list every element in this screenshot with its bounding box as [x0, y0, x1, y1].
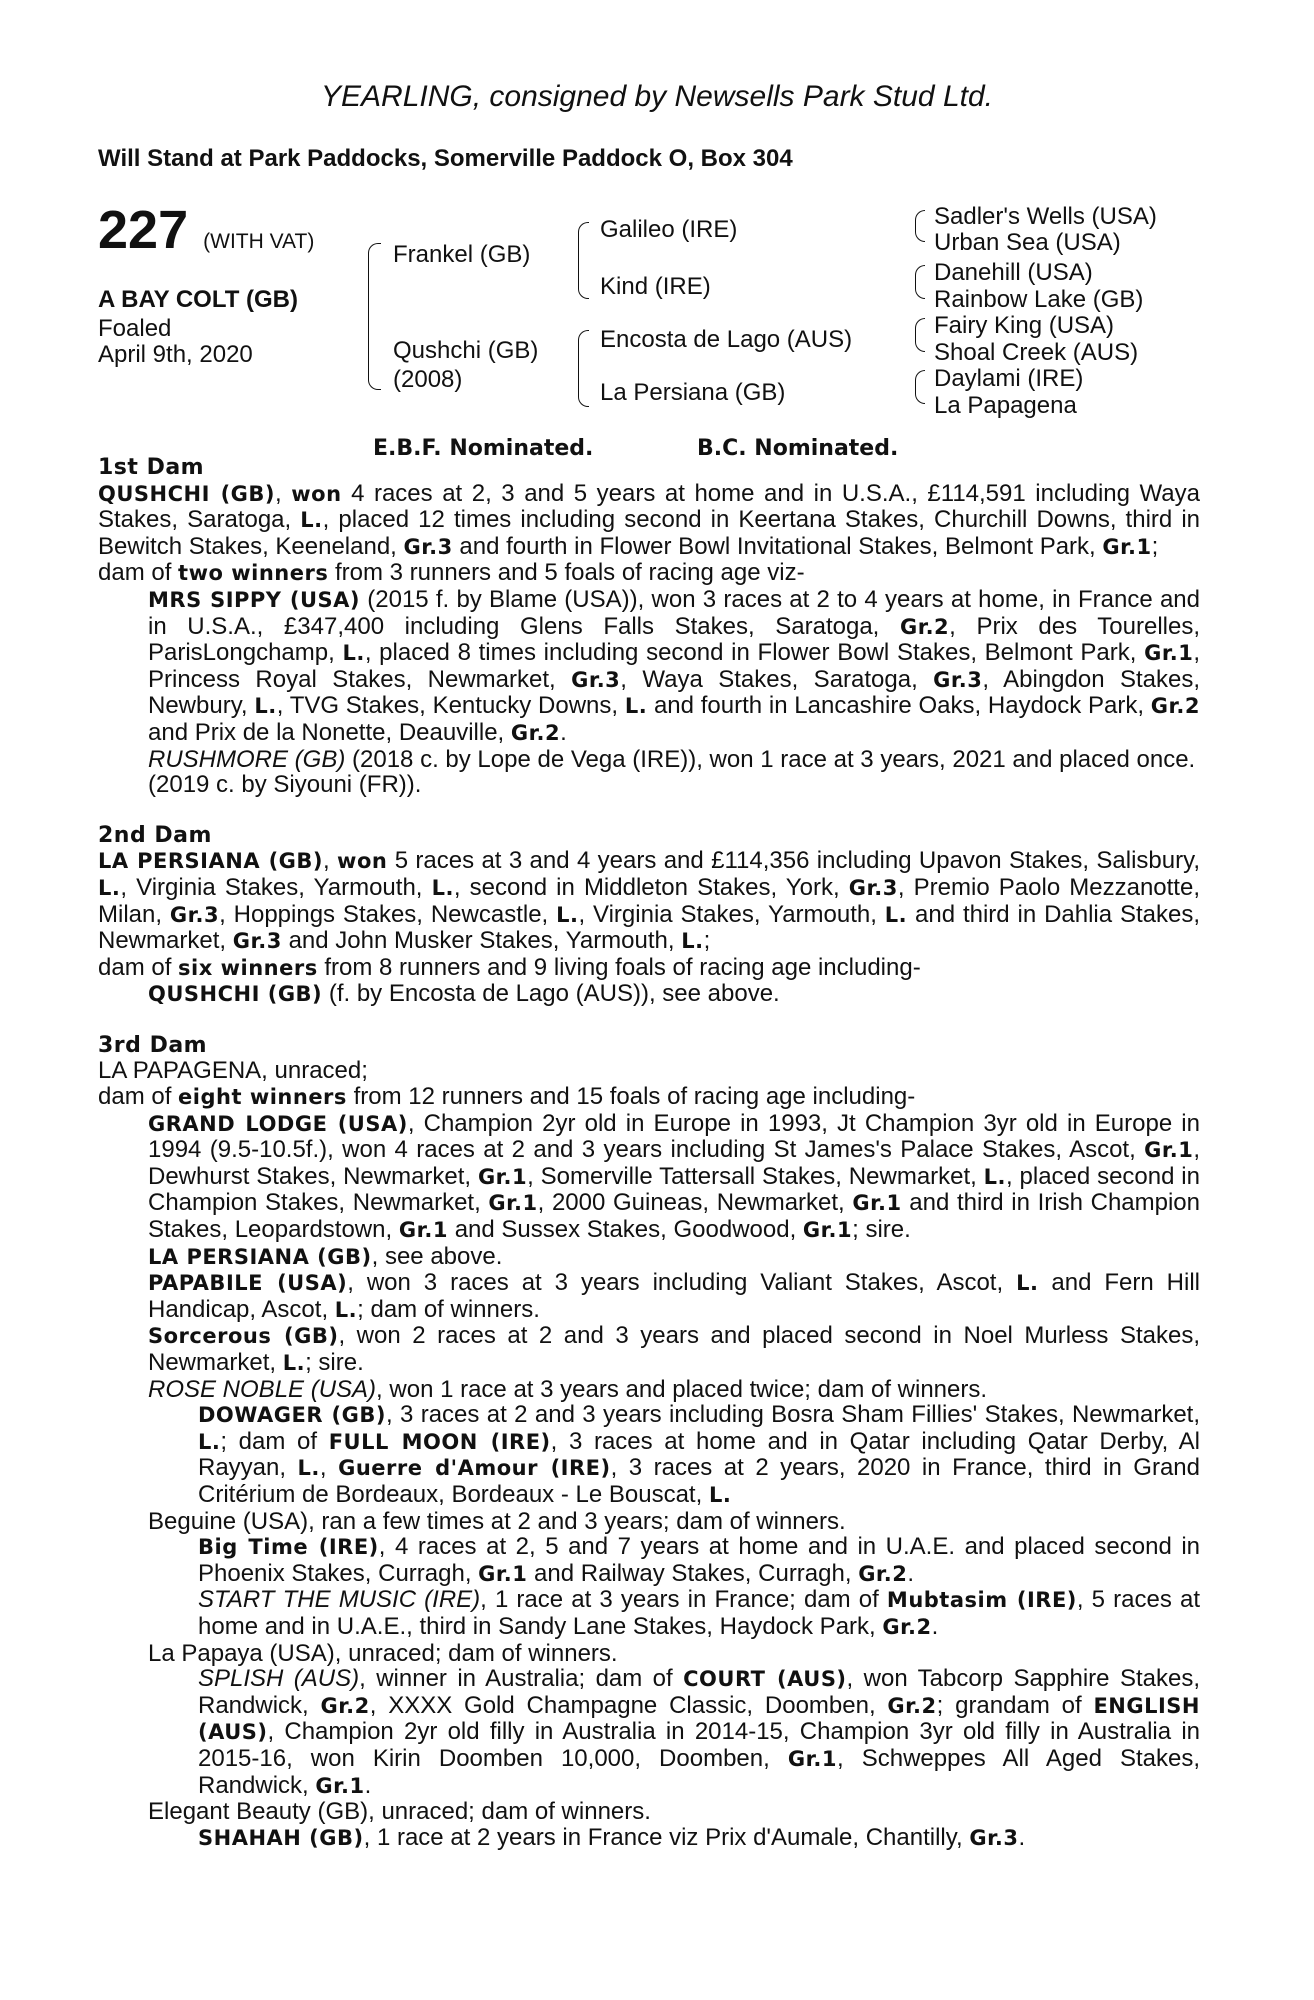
produce-entry: RUSHMORE (GB) (2018 c. by Lope de Vega (IRE)), won 1 race at 3 years, 2021 and placed once. — [148, 745, 1196, 773]
lot-title: A BAY COLT (GB) — [98, 286, 299, 313]
produce-entry: PAPABILE (USA), won 3 races at 3 years including Valiant Stakes, Ascot, L. and Fern Hill Handicap, Ascot, L.; dam of winners. — [148, 1269, 1200, 1323]
produce-entry: (2019 c. by Siyouni (FR)). — [148, 771, 422, 799]
pedigree-dam-dam: La Persiana (GB) — [600, 379, 786, 406]
pedigree-g7: Daylami (IRE) — [934, 365, 1084, 392]
produce-sub-entry: START THE MUSIC (IRE), 1 race at 3 years in France; dam of Mubtasim (IRE), 5 races at home and in U.A.E., third in Sandy Lane Stakes, Haydock Park, Gr.2. — [198, 1586, 1200, 1640]
pedigree-sire-sire: Galileo (IRE) — [600, 216, 738, 243]
produce-sub-entry: Big Time (IRE), 4 races at 2, 5 and 7 years at home and in U.A.E. and placed second in Phoenix Stakes, Curragh, Gr.1 and Railway Stakes, Curragh, Gr.2. — [198, 1533, 1201, 1587]
pedigree-g8: La Papagena — [934, 392, 1077, 419]
ebf-nominated: E.B.F. Nominated. — [373, 436, 594, 461]
produce-entry: ROSE NOBLE (USA), won 1 race at 3 years and placed twice; dam of winners. — [148, 1375, 988, 1403]
produce-entry: Elegant Beauty (GB), unraced; dam of winners. — [148, 1798, 651, 1826]
vat-note: (WITH VAT) — [203, 230, 315, 253]
produce-entry: QUSHCHI (GB) (f. by Encosta de Lago (AUS)), see above. — [148, 980, 780, 1008]
produce-entry: Sorcerous (GB), won 2 races at 2 and 3 years and placed second in Noel Murless Stakes, Newmarket, L.; sire. — [148, 1322, 1201, 1376]
produce-sub-entry: SHAHAH (GB), 1 race at 2 years in France viz Prix d'Aumale, Chantilly, Gr.3. — [198, 1823, 1026, 1851]
pedigree-g6: Shoal Creek (AUS) — [934, 339, 1139, 366]
produce-entry: LA PERSIANA (GB), see above. — [148, 1242, 503, 1270]
produce-entry: MRS SIPPY (USA) (2015 f. by Blame (USA)), won 3 races at 2 to 4 years at home, in France and in U.S.A., £347,400 including Glens Falls Stakes, Saratoga, Gr.2, Prix des Tourelles, ParisLongchamp, L., placed 8 times including second in Flower Bowl Stakes, Belmont Park, Gr.1, Princess Royal Stakes, Newmarket, Gr.3, Waya Stakes, Saratoga, Gr.3, Abingdon Stakes, Newbury, L., TVG Stakes, Kentucky Downs, L. and fourth in Lancashire Oaks, Haydock Park, Gr.2 and Prix de la Nonette, Deauville, Gr.2. — [148, 585, 1201, 746]
pedigree-brace-g1 — [915, 210, 925, 242]
third-dam-produce-summary: dam of eight winners from 12 runners and 15 foals of racing age including- — [98, 1083, 916, 1111]
pedigree-g4: Rainbow Lake (GB) — [934, 286, 1144, 313]
pedigree-brace-g3 — [915, 318, 925, 352]
pedigree-brace-dam — [578, 330, 589, 407]
produce-sub-entry: SPLISH (AUS), winner in Australia; dam of COURT (AUS), won Tabcorp Sapphire Stakes, Randwick, Gr.2, XXXX Gold Champagne Classic, Doomben, Gr.2; grandam of ENGLISH (AUS), Champion 2yr old filly in Australia in 2014-15, Champion 3yr old filly in Australia in 2015-16, won Kirin Doomben 10,000, Doomben, Gr.1, Schweppes All Aged Stakes, Randwick, Gr.1. — [198, 1665, 1200, 1799]
pedigree-g1: Sadler's Wells (USA) — [934, 203, 1157, 230]
produce-entry: GRAND LODGE (USA), Champion 2yr old in Europe in 1993, Jt Champion 3yr old in Europe in 1994 (9.5-10.5f.), won 4 races at 2 and 3 years including St James's Palace Stakes, Ascot, Gr.1, Dewhurst Stakes, Newmarket, Gr.1, Somerville Tattersall Stakes, Newmarket, L., placed second in Champion Stakes, Newmarket, Gr.1, 2000 Guineas, Newmarket, Gr.1 and third in Irish Champion Stakes, Leopardstown, Gr.1 and Sussex Stakes, Goodwood, Gr.1; sire. — [148, 1109, 1200, 1244]
pedigree-sire: Frankel (GB) — [393, 241, 531, 268]
produce-entry: Beguine (USA), ran a few times at 2 and 3 years; dam of winners. — [148, 1507, 846, 1535]
second-dam-record: LA PERSIANA (GB), won 5 races at 3 and 4 years and £114,356 including Upavon Stakes, Salisbury, L., Virginia Stakes, Yarmouth, L., second in Middleton Stakes, York, Gr.3, Premio Paolo Mezzanotte, Milan, Gr.3, Hoppings Stakes, Newcastle, L., Virginia Stakes, Yarmouth, L. and third in Dahlia Stakes, Newmarket, Gr.3 and John Musker Stakes, Yarmouth, L.; — [98, 847, 1201, 955]
produce-entry: La Papaya (USA), unraced; dam of winners. — [148, 1639, 618, 1667]
consignor-line: YEARLING, consigned by Newsells Park Stud Ltd. — [321, 80, 993, 113]
pedigree-brace-main — [368, 243, 381, 390]
pedigree-dam-year: (2008) — [393, 366, 463, 393]
pedigree-notes — [98, 455, 1200, 1851]
second-dam-produce-summary: dam of six winners from 8 runners and 9 living foals of racing age including- — [98, 953, 921, 981]
foaled-label: Foaled — [98, 315, 172, 342]
stand-location: Will Stand at Park Paddocks, Somerville Paddock O, Box 304 — [98, 145, 793, 172]
pedigree-sire-dam: Kind (IRE) — [600, 273, 711, 300]
pedigree-dam: Qushchi (GB) — [393, 337, 539, 364]
pedigree-brace-g4 — [915, 370, 925, 404]
pedigree-brace-g2 — [915, 265, 925, 299]
third-dam-record: LA PAPAGENA, unraced; — [98, 1057, 368, 1085]
dam-produce-summary: dam of two winners from 3 runners and 5 foals of racing age viz- — [98, 559, 805, 587]
bc-nominated: B.C. Nominated. — [697, 436, 899, 461]
dam-record: QUSHCHI (GB), won 4 races at 2, 3 and 5 years at home and in U.S.A., £114,591 including Waya Stakes, Saratoga, L., placed 12 times including second in Keertana Stakes, Churchill Downs, third in Bewitch Stakes, Keeneland, Gr.3 and fourth in Flower Bowl Invitational Stakes, Belmont Park, Gr.1; — [98, 479, 1201, 560]
section-heading-3rd-dam: 3rd Dam — [98, 1032, 208, 1058]
pedigree-brace-sire — [578, 222, 589, 299]
lot-number — [98, 200, 314, 272]
section-heading-1st-dam: 1st Dam — [98, 455, 205, 480]
pedigree-g2: Urban Sea (USA) — [934, 229, 1121, 256]
pedigree-g5: Fairy King (USA) — [934, 312, 1115, 339]
produce-sub-entry: DOWAGER (GB), 3 races at 2 and 3 years including Bosra Sham Fillies' Stakes, Newmarket, L.; dam of FULL MOON (IRE), 3 races at home and in Qatar including Qatar Derby, Al Rayyan, L., Guerre d'Amour (IRE), 3 races at 2 years, 2020 in France, third in Grand Critérium de Bordeaux, Bordeaux - Le Bouscat, L. — [198, 1401, 1201, 1508]
section-heading-2nd-dam: 2nd Dam — [98, 822, 212, 848]
pedigree-g3: Danehill (USA) — [934, 259, 1093, 286]
lot-number-value: 227 — [98, 200, 189, 260]
foaled-date: April 9th, 2020 — [98, 341, 253, 368]
pedigree-dam-sire: Encosta de Lago (AUS) — [600, 326, 853, 353]
